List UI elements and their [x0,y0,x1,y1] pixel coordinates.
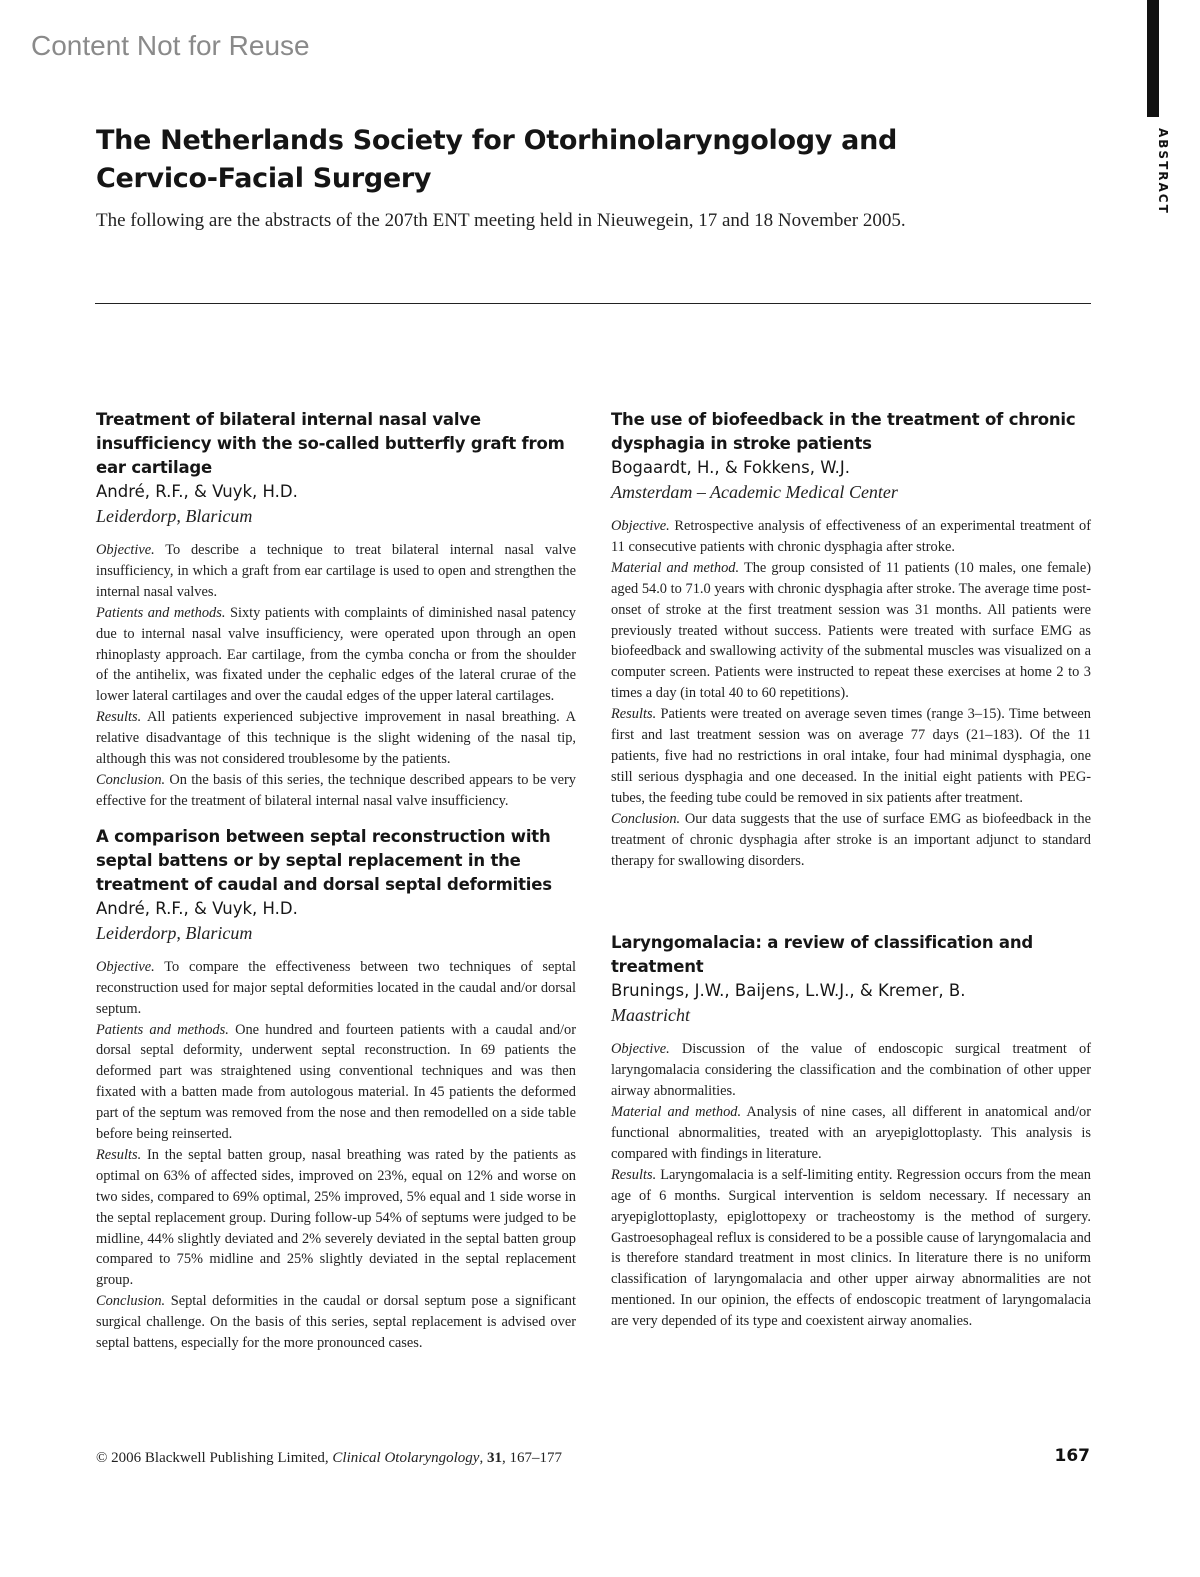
section-label: Patients and methods. [96,604,226,621]
section-label: Objective. [96,542,155,558]
abstract-methods [611,1102,1091,1165]
right-column [611,408,1091,1332]
abstract-title: Laryngomalacia: a review of classification and treatment [611,933,1033,977]
abstract-results [96,1145,576,1291]
section-side-label: ABSTRACT [1156,128,1170,215]
section-text: In the septal batten group, nasal breathing was rated by the patients as optimal on 63% of affected sides, improved on 23%, equal on 12% and worse on two sides, compared to 69% optimal, 25% improved, 5% equal and 1 side worse in the septal replacement group. During follow-up 54% of septums were judged to be midline, 44% slightly deviated and 2% severely deviated in the septal batten group compared to 75% midline and 25% slightly deviated in the septal replacement group. [96,1146,576,1289]
section-label: Material and method. [611,559,740,576]
copyright-text: © 2006 Blackwell Publishing Limited, [96,1450,333,1466]
section-label: Conclusion. [96,771,166,788]
volume-number: 31 [486,1450,502,1466]
page-range: , 167–177 [501,1450,562,1466]
abstract-methods [96,603,576,708]
section-label: Material and method. [611,1104,742,1121]
abstract [611,931,1091,1332]
section-label: Results. [96,709,142,726]
abstract-authors: Brunings, J.W., Baijens, L.W.J., & Kremer, B. [611,981,966,1001]
section-text: One hundred and fourteen patients with a caudal and/or dorsal septal deformity, underwent septal reconstruction. In 69 patients the deformed part was straightened using conventional techniques and was then fixated with a batten made from autologous material. In 45 patients the deformed part of the septum was removed from the nose and then remodelled on a side table before being reinserted. [96,1021,576,1143]
page-title: The Netherlands Society for Otorhinolaryngology and Cervico-Facial Surgery [96,125,898,194]
abstract [611,408,1091,871]
footer-citation [96,1450,562,1467]
watermark: Content Not for Reuse [31,30,310,61]
abstract-methods [96,1020,576,1145]
abstract-location: Maastricht [611,1005,690,1026]
abstract-location: Amsterdam – Academic Medical Center [611,482,898,502]
intro-text: The following are the abstracts of the 207th ENT meeting held in Nieuwegein, 17 and 18 November 2005. [96,210,906,231]
section-text: Retrospective analysis of effectiveness of an experimental treatment of 11 consecutive patients with chronic dysphagia after stroke. [611,518,1091,555]
abstract-results [96,707,576,770]
section-text: To compare the effectiveness between two techniques of septal reconstruction used for major septal deformities located in the caudal and/or dorsal septum. [96,958,576,1017]
left-column [96,408,576,1354]
section-text: Septal deformities in the caudal or dorsal septum pose a significant surgical challenge. On the basis of this series, septal replacement is advised over septal battens, especially for the more pronounced cases. [96,1293,576,1352]
abstract-title: Treatment of bilateral internal nasal valve insufficiency with the so-called butterfly graft from ear cartilage [96,410,565,477]
abstract-results [611,1165,1091,1332]
abstract [96,825,576,1354]
section-label: Patients and methods. [96,1021,229,1038]
abstract-objective [96,957,576,1020]
abstract-location: Leiderdorp, Blaricum [96,922,253,943]
section-text: Our data suggests that the use of surface EMG as biofeedback in the treatment of chronic dysphagia after stroke is an important adjunct to standard therapy for swallowing disorders. [611,810,1091,869]
journal-name: Clinical Otolaryngology [332,1450,480,1466]
section-label: Objective. [611,1041,670,1058]
abstract-location: Leiderdorp, Blaricum [96,506,253,526]
abstract-conclusion [96,1291,576,1354]
section-text: To describe a technique to treat bilateral internal nasal valve insufficiency, in which a graft from ear cartilage is used to open and strengthen the internal nasal valves. [96,542,576,600]
section-text: On the basis of this series, the technique described appears to be very effective for the treatment of bilateral internal nasal valve insufficiency. [96,771,576,809]
section-text: The group consisted of 11 patients (10 males, one female) aged 54.0 to 71.0 years with chronic dysphagia after stroke. The average time post-onset of stroke at the first treatment session was 31 months. All patients were previously treated without success. Patients were treated with surface EMG as biofeedback and swallowing activity of the submental muscles was visualized on a computer screen. Patients were instructed to repeat these exercises at home 2 to 3 times a day (in total 40 to 60 repetitions). [611,559,1091,702]
abstract-objective [611,516,1091,558]
section-label: Objective. [611,518,670,534]
header-divider [95,303,1091,304]
abstract-authors: André, R.F., & Vuyk, H.D. [96,482,298,501]
section-text: Discussion of the value of endoscopic surgical treatment of laryngomalacia considering the classification and the combination of other upper airway abnormalities. [611,1041,1091,1100]
section-label: Conclusion. [96,1293,166,1310]
abstract-methods [611,558,1091,704]
section-text: All patients experienced subjective improvement in nasal breathing. A relative disadvantage of this technique is the slight widening of the nasal tip, although this was not considered troublesome by the patients. [96,709,576,768]
section-label: Objective. [96,958,155,975]
section-label: Results. [611,706,657,723]
page-number: 167 [1054,1446,1090,1466]
section-label: Results. [96,1146,142,1163]
abstract-objective [611,1039,1091,1102]
abstract-objective [96,540,576,603]
section-text: Patients were treated on average seven times (range 3–15). Time between first and last treatment session was on average 77 days (21–183). Of the 11 patients, five had no restrictions in oral intake, four had minimal dysphagia, one still serious dysphagia and one deceased. In the initial eight patients with PEG-tubes, the feeding tube could be removed in six patients after treatment. [611,706,1091,806]
section-text: Analysis of nine cases, all different in anatomical and/or functional abnormalities, treated with an aryepiglottoplasty. This analysis is compared with findings in literature. [611,1104,1092,1162]
separator-text: , [479,1450,487,1466]
abstract-conclusion [611,809,1091,872]
side-bar [1147,0,1159,117]
abstract-conclusion [96,770,576,812]
section-text: Laryngomalacia is a self-limiting entity. Regression occurs from the mean age of 6 months. Surgical intervention is seldom necessary. If necessary an aryepiglottoplasty, epiglottopexy or tracheostomy is the method of surgery. Gastroesophageal reflux is considered to be a possible cause of laryngomalacia and is therefore standard treatment in most clinics. In literature there is no uniform classification of laryngomalacia and other upper airway abnormalities are not mentioned. In our opinion, the effects of endoscopic treatment of laryngomalacia are very depended of its type and coexistent airway anomalies. [611,1166,1091,1330]
abstract-authors: Bogaardt, H., & Fokkens, W.J. [611,458,850,477]
abstract-authors: André, R.F., & Vuyk, H.D. [96,898,298,918]
abstract [96,408,576,812]
abstract-title: The use of biofeedback in the treatment of chronic dysphagia in stroke patients [611,410,1076,453]
section-label: Results. [611,1166,657,1183]
abstract-results [611,704,1091,809]
abstract-title: A comparison between septal reconstruction with septal battens or by septal replacement in the treatment of caudal and dorsal septal deformities [96,826,552,894]
section-label: Conclusion. [611,810,681,827]
section-text: Sixty patients with complaints of diminished nasal patency due to internal nasal valve insufficiency, were operated upon through an open rhinoplasty approach. Ear cartilage, from the cymba concha or from the shoulder of the antihelix, was fixated under the cephalic edges of the lateral crurae of the lower lateral cartilages and over the caudal edges of the upper lateral cartilages. [96,604,576,705]
